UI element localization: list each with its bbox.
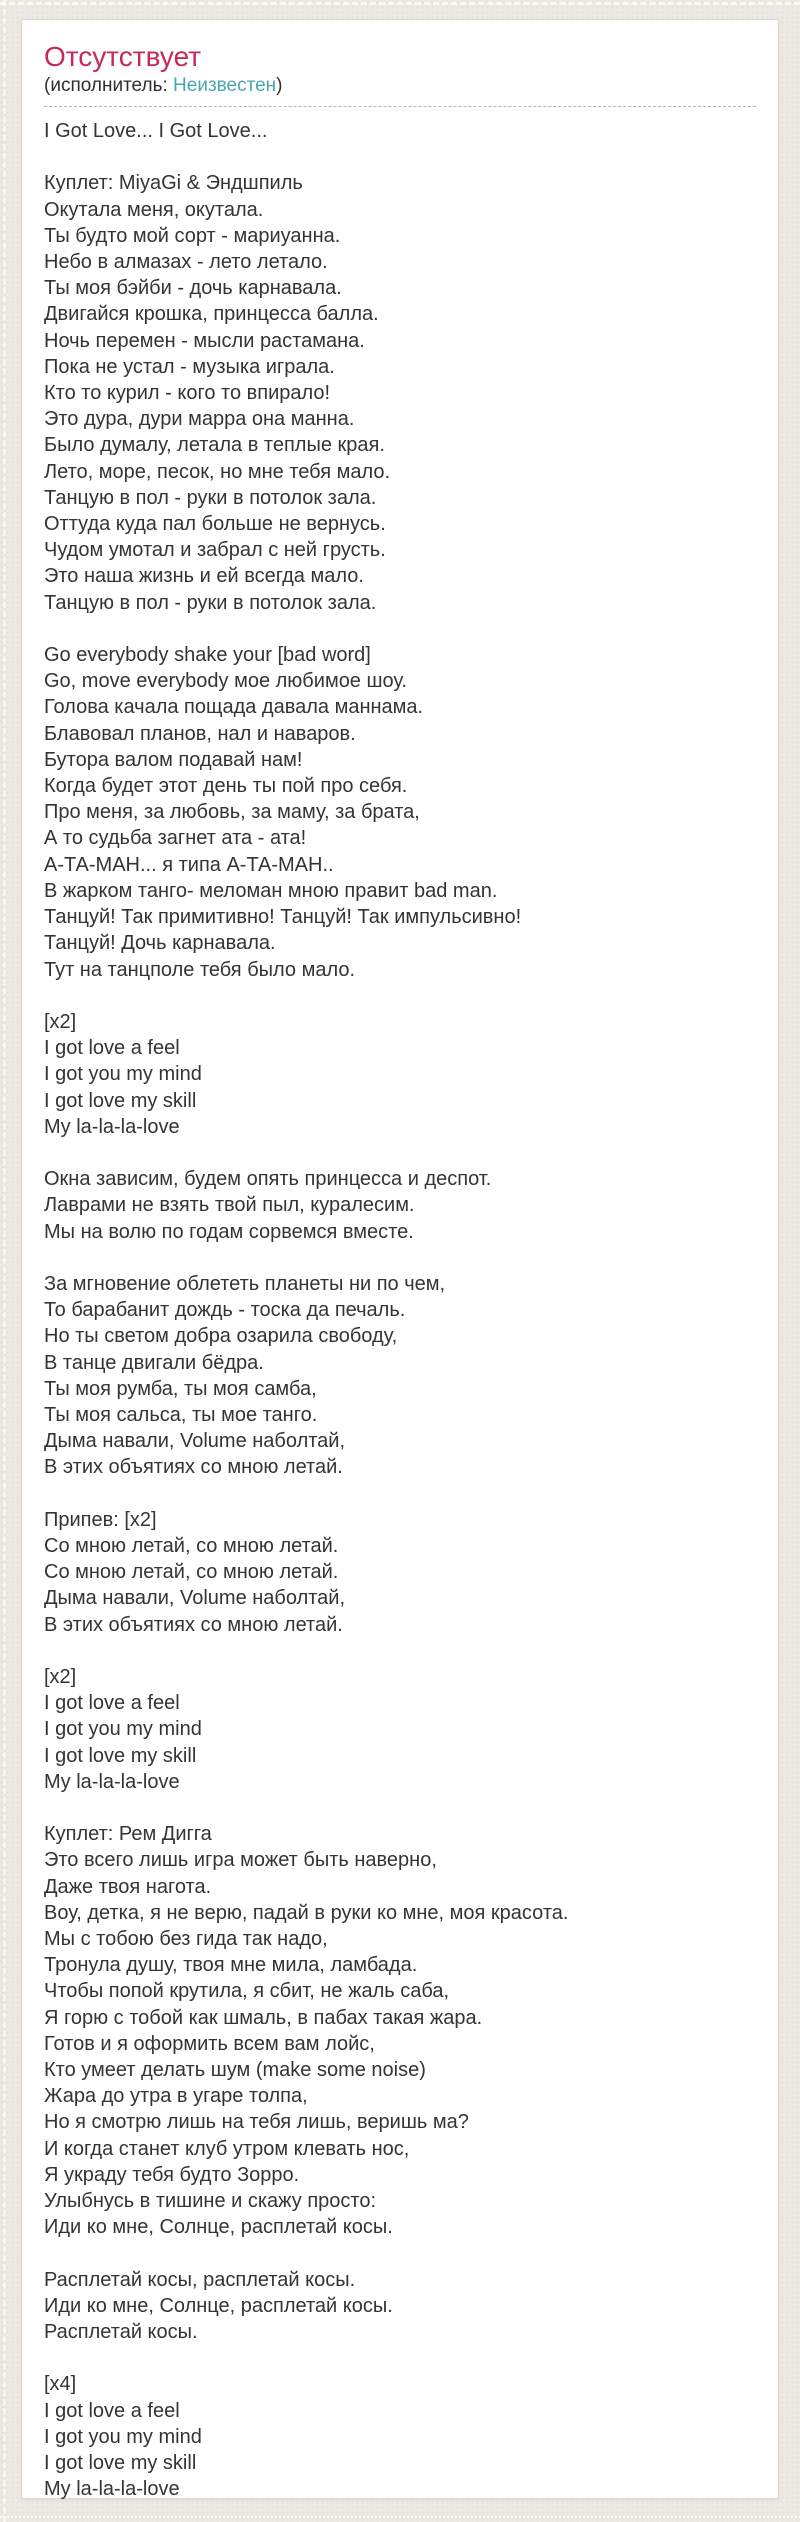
lyric-line: Мы с тобою без гида так надо, <box>44 1928 328 1951</box>
lyric-line: I Got Love... I Got Love... <box>44 120 268 142</box>
lyric-line <box>44 1140 756 1166</box>
lyric-line <box>44 1638 756 1664</box>
lyric-line: Готов и я оформить всем вам лойс, <box>44 2032 375 2055</box>
lyric-line: Но ты светом добра озарила свободу, <box>44 1325 398 1348</box>
lyric-line <box>44 616 756 642</box>
lyric-line: Это дура, дури марра она манна. <box>44 408 355 431</box>
lyric-line: Про меня, за любовь, за маму, за брата, <box>44 801 420 824</box>
artist-link[interactable]: Неизвестен <box>173 75 277 96</box>
lyric-line: Жара до утра в угаре толпа, <box>44 2085 308 2108</box>
lyric-line: Ты моя румба, ты моя самба, <box>44 1377 317 1400</box>
lyric-line: Двигайся крошка, принцесса балла. <box>44 303 379 326</box>
lyric-line: Тут на танцполе тебя было мало. <box>44 958 356 981</box>
lyric-line: I got love a feel <box>44 1692 180 1715</box>
lyric-line: Танцую в пол - руки в потолок зала. <box>44 486 377 509</box>
lyric-line: Припев: [x2] <box>44 1508 157 1531</box>
lyric-line: I got you my mind <box>44 2425 202 2448</box>
lyric-line: Расплетай косы, расплетай косы. <box>44 2268 356 2291</box>
lyric-line: Пока не устал - музыка играла. <box>44 355 335 378</box>
lyric-line: В жарком танго- меломан мною правит bad man. <box>44 879 498 902</box>
lyric-line: Это всего лишь игра может быть наверно, <box>44 1849 437 1872</box>
lyric-line: I got you my mind <box>44 1063 202 1086</box>
lyric-line: Кто умеет делать шум (make some noise) <box>44 2059 426 2082</box>
lyric-line: Go, move everybody мое любимое шоу. <box>44 670 407 693</box>
lyric-line: My la-la-la-love <box>44 2478 180 2501</box>
lyric-line: Куплет: MiyaGi & Эндшпиль <box>44 172 303 195</box>
lyric-line: Кто то курил - кого то впирало! <box>44 382 331 405</box>
lyric-line: А-ТА-МАН... я типа А-ТА-МАН.. <box>44 853 334 876</box>
lyric-line: Блавовал планов, нал и наваров. <box>44 722 356 745</box>
lyric-line: Go everybody shake your [bad word] <box>44 644 371 667</box>
lyric-line: То барабанит дождь - тоска да печаль. <box>44 1299 406 1322</box>
lyric-line <box>44 983 756 1009</box>
lyric-line: Со мною летай, со мною летай. <box>44 1534 339 1557</box>
lyric-line: Танцуй! Так примитивно! Танцуй! Так импульсивно! <box>44 906 522 929</box>
lyric-line: Голова качала пощада давала маннама. <box>44 696 424 719</box>
lyric-line: Танцуй! Дочь карнавала. <box>44 932 276 955</box>
lyric-line: I got love a feel <box>44 2399 180 2422</box>
lyric-line: Даже твоя нагота. <box>44 1875 212 1898</box>
song-title-link[interactable]: Отсутствует <box>44 41 202 72</box>
lyric-line: В этих объятиях со мною летай. <box>44 1456 343 1479</box>
lyric-line: Когда будет этот день ты пой про себя. <box>44 775 408 798</box>
lyric-line: Со мною летай, со мною летай. <box>44 1561 339 1584</box>
lyric-line: Ты будто мой сорт - мариуанна. <box>44 224 341 247</box>
lyric-line: [x2] <box>44 1010 77 1033</box>
lyric-line: Ты моя бэйби - дочь карнавала. <box>44 277 342 300</box>
lyric-line: Дыма навали, Volume наболтай, <box>44 1430 346 1453</box>
background-texture-left <box>3 0 6 2522</box>
lyric-line: Бутора валом подавай нам! <box>44 748 303 771</box>
lyric-line: Воу, детка, я не верю, падай в руки ко мне, моя красота. <box>44 1901 569 1924</box>
lyric-line: Это наша жизнь и ей всегда мало. <box>44 565 364 588</box>
lyric-line: Чудом умотал и забрал с ней грусть. <box>44 539 386 562</box>
artist-label-prefix: (исполнитель: <box>44 75 168 96</box>
lyric-line: За мгновение облететь планеты ни по чем, <box>44 1272 446 1295</box>
lyric-line: I got you my mind <box>44 1718 202 1741</box>
lyric-line: [x2] <box>44 1665 77 1688</box>
lyric-line: Улыбнусь в тишине и скажу просто: <box>44 2190 377 2213</box>
lyric-line <box>44 1245 756 1271</box>
lyric-line: Иди ко мне, Солнце, расплетай косы. <box>44 2294 393 2317</box>
background-texture-bottom <box>0 2516 800 2518</box>
lyric-line: Ночь перемен - мысли растамана. <box>44 329 365 352</box>
lyric-line: Я горю с тобой как шмаль, в пабах такая жара. <box>44 2006 483 2029</box>
lyric-line: My la-la-la-love <box>44 1770 180 1793</box>
lyric-line <box>44 2240 756 2266</box>
lyric-line: В этих объятиях со мною летай. <box>44 1613 343 1636</box>
lyric-line: В танце двигали бёдра. <box>44 1351 264 1374</box>
artist-line <box>44 75 756 97</box>
lyric-line: My la-la-la-love <box>44 1115 180 1138</box>
lyric-line <box>44 1481 756 1507</box>
lyric-line: Дыма навали, Volume наболтай, <box>44 1587 346 1610</box>
lyric-line: Куплет: Рем Дигга <box>44 1823 212 1846</box>
lyric-line <box>44 1795 756 1821</box>
lyric-line: Но я смотрю лишь на тебя лишь, веришь ма? <box>44 2111 469 2134</box>
lyric-line: Небо в алмазах - лето летало. <box>44 251 328 274</box>
lyric-line: I got love a feel <box>44 1037 180 1060</box>
lyric-line: I got love my skill <box>44 1744 197 1767</box>
lyric-line: Тронула душу, твоя мне мила, ламбада. <box>44 1954 418 1977</box>
lyrics-text <box>44 118 756 2502</box>
lyric-line: Лаврами не взять твой пыл, куралесим. <box>44 1194 415 1217</box>
lyric-line: I got love my skill <box>44 2452 197 2475</box>
lyric-line: Ты моя сальса, ты мое танго. <box>44 1403 318 1426</box>
lyric-line <box>44 2345 756 2371</box>
lyric-line: Чтобы попой крутила, я сбит, не жаль саба, <box>44 1980 450 2003</box>
lyric-line: Мы на волю по годам сорвемся вместе. <box>44 1220 414 1243</box>
lyric-line <box>44 144 756 170</box>
lyric-line: Окна зависим, будем опять принцесса и деспот. <box>44 1168 492 1191</box>
lyric-line: Расплетай косы. <box>44 2321 198 2344</box>
artist-label-suffix: ) <box>276 75 283 96</box>
background-texture-top <box>0 2 800 5</box>
lyric-line: [x4] <box>44 2373 77 2396</box>
lyrics-panel <box>21 19 779 2499</box>
lyric-line: И когда станет клуб утром клевать нос, <box>44 2137 410 2160</box>
song-header <box>44 42 756 107</box>
lyric-line: I got love my skill <box>44 1089 197 1112</box>
lyric-line: Я украду тебя будто Зорро. <box>44 2163 300 2186</box>
lyric-line: Было думалу, летала в теплые края. <box>44 434 385 457</box>
lyric-line: Окутала меня, окутала. <box>44 198 264 221</box>
lyric-line: Оттуда куда пал больше не вернусь. <box>44 513 386 536</box>
lyric-line: Танцую в пол - руки в потолок зала. <box>44 591 377 614</box>
lyric-line: Иди ко мне, Солнце, расплетай косы. <box>44 2216 393 2239</box>
lyric-line: А то судьба загнет ата - ата! <box>44 827 307 850</box>
lyric-line: Лето, море, песок, но мне тебя мало. <box>44 460 391 483</box>
